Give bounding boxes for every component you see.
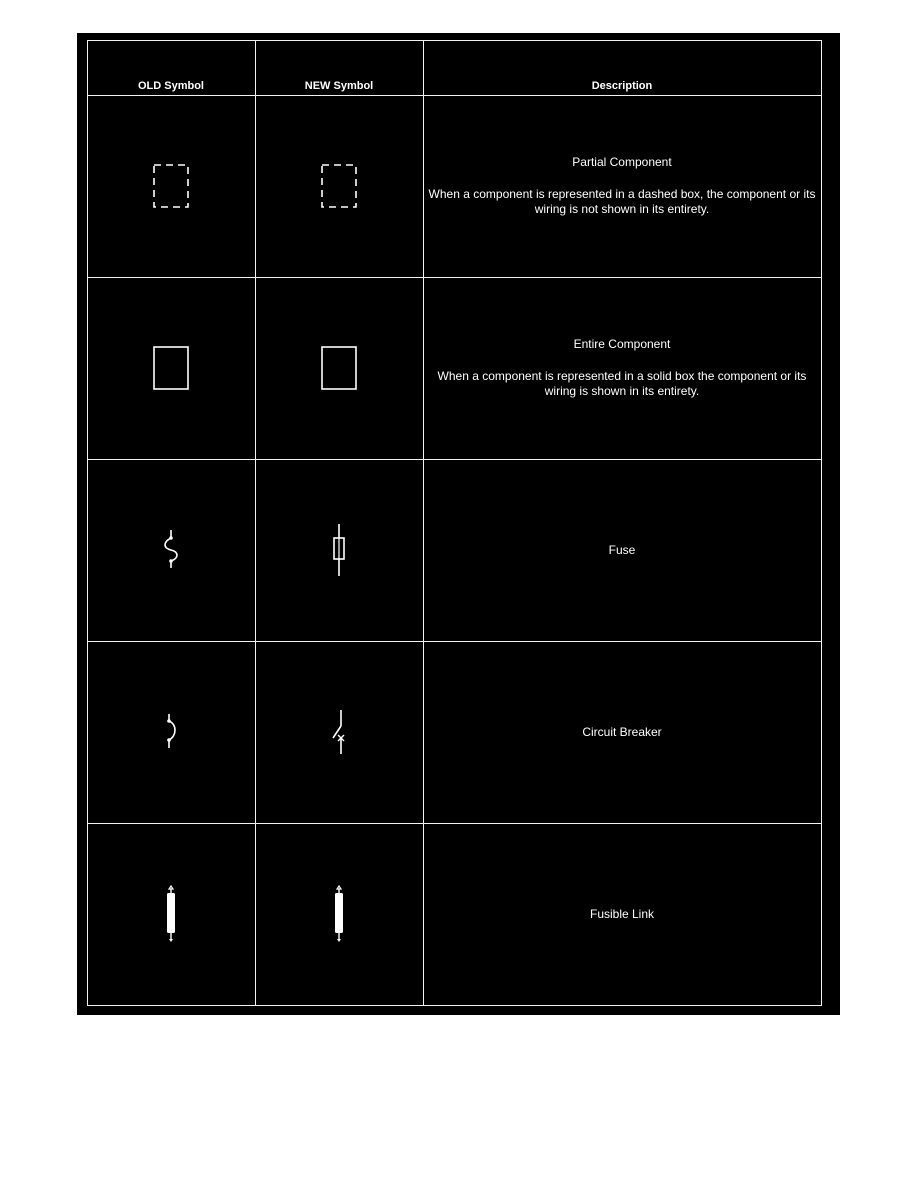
fusible-link-new-icon [329,884,349,944]
new-symbol-circuit-breaker [255,641,424,824]
description-circuit-breaker [423,641,822,824]
solid-box-icon [319,343,359,393]
solid-box-icon [151,343,191,393]
description-title: Fusible Link [589,906,655,921]
header-new-label: NEW Symbol [304,79,374,92]
header-description [423,40,822,96]
fusible-link-old-icon [161,884,181,944]
description-title: Entire Component [573,337,671,351]
description-fuse [423,459,822,642]
new-symbol-fusible-link [255,823,424,1006]
description-entire-component [423,277,822,460]
old-symbol-fuse [87,459,256,642]
new-symbol-fuse [255,459,424,642]
dashed-box-icon [319,161,359,211]
header-description-label: Description [591,79,653,92]
circuit-breaker-old-icon [161,712,181,752]
old-symbol-fusible-link [87,823,256,1006]
old-symbol-entire-component [87,277,256,460]
description-title: Partial Component [572,155,672,169]
symbol-table [87,40,821,1005]
dashed-box-icon [151,161,191,211]
description-partial-component [423,95,822,278]
fuse-new-icon [329,522,349,578]
new-symbol-partial-component [255,95,424,278]
old-symbol-circuit-breaker [87,641,256,824]
new-symbol-entire-component [255,277,424,460]
header-old-symbol [87,40,256,96]
description-detail: When a component is represented in a solid box the component or its wiring is shown in its entirety. [437,369,807,398]
description-detail: When a component is represented in a dashed box, the component or its wiring is not shown in its entirety. [428,187,816,216]
description-fusible-link [423,823,822,1006]
old-symbol-partial-component [87,95,256,278]
header-new-symbol [255,40,424,96]
fuse-old-icon [161,528,181,572]
circuit-breaker-new-icon [327,708,351,756]
description-title: Circuit Breaker [582,724,662,739]
header-old-label: OLD Symbol [137,79,204,92]
description-title: Fuse [608,542,636,557]
